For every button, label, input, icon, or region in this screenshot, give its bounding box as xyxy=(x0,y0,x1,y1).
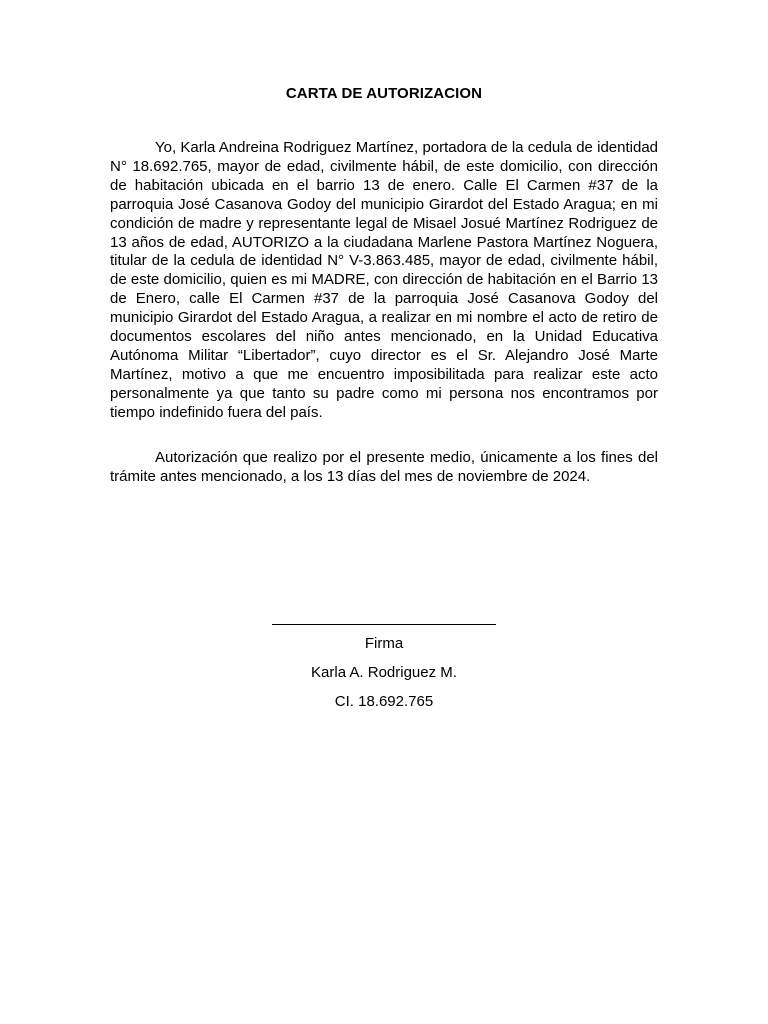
signature-label: Firma xyxy=(364,635,404,652)
signatory-id: CI. 18.692.765 xyxy=(334,693,434,710)
signature-block xyxy=(0,608,768,712)
body-paragraph-authorization: Yo, Karla Andreina Rodriguez Martínez, portadora de la cedula de identidad N° 18.692.765, mayor de edad, civilmente hábil, de este domicilio, con dirección de habitación ubicada en el barrio 13 de enero. Calle El Carmen #37 de la parroquia José Casanova Godoy del municipio Girardot del Estado Aragua; en mi condición de madre y representante legal de Misael Josué Martínez Rodriguez de 13 años de edad, AUTORIZO a la ciudadana Marlene Pastora Martínez Noguera, titular de la cedula de identidad N° V-3.863.485, mayor de edad, civilmente hábil, de este domicilio, quien es mi MADRE, con dirección de habitación en el Barrio 13 de Enero, calle El Carmen #37 de la parroquia José Casanova Godoy del municipio Girardot del Estado Aragua, a realizar en mi nombre el acto de retiro de documentos escolares del niño antes mencionado, en la Unidad Educativa Autónoma Militar “Libertador”, cuyo director es el Sr. Alejandro José Marte Martínez, motivo a que me encuentro imposibilitada para realizar este acto personalmente ya que tanto su padre como mi persona nos encontramos por tiempo indefinido fuera del país. xyxy=(110,139,658,421)
body-paragraph-closing: Autorización que realizo por el presente medio, únicamente a los fines del trámite antes mencionado, a los 13 días del mes de noviembre de 2024. xyxy=(110,449,658,485)
signatory-name: Karla A. Rodriguez M. xyxy=(311,664,457,681)
signature-line xyxy=(272,624,496,625)
document-title: CARTA DE AUTORIZACION xyxy=(285,85,483,102)
